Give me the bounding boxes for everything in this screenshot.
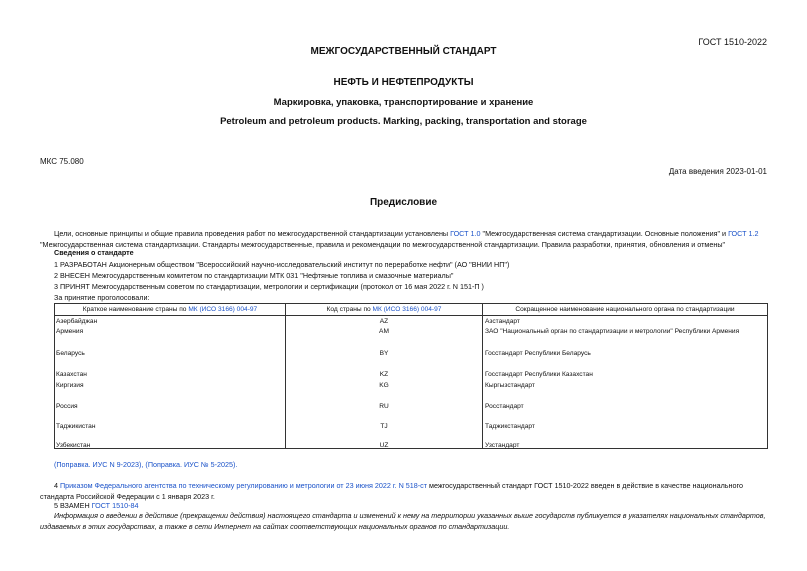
table-cell: Кыргызстандарт	[485, 382, 535, 389]
header-text: Код страны по	[326, 306, 373, 313]
voting-countries-table	[54, 303, 768, 449]
table-header-row	[55, 304, 768, 316]
table-cell: Азстандарт	[485, 318, 520, 325]
table-cell: Госстандарт Республики Казахстан	[485, 371, 593, 378]
standard-info-heading: Сведения о стандарте	[54, 248, 134, 257]
body-column-header: Сокращенное наименование национального органа по стандартизации	[483, 304, 768, 316]
code-column-header	[286, 304, 483, 316]
submitted-item: 2 ВНЕСЕН Межгосударственным комитетом по стандартизации МТК 031 "Нефтяные топлива и смазочные материалы"	[54, 271, 454, 280]
body-cell	[483, 316, 768, 449]
para-text: 5 ВЗАМЕН	[54, 501, 92, 510]
preface-paragraph	[40, 229, 769, 250]
table-cell: Казахстан	[56, 371, 87, 378]
table-cell: Госстандарт Республики Беларусь	[485, 350, 591, 357]
table-cell: ЗАО "Национальный орган по стандартизации и метрологии" Республики Армения	[485, 328, 740, 335]
table-cell: Узбекистан	[56, 442, 91, 449]
table-cell: AM	[379, 328, 389, 335]
para-text: межгосударственный стандарт ГОСТ 1510-2022 введен в действие в качестве национального стандарта Российской Федерации с 1 января 2023 г.	[40, 481, 743, 501]
para-text: 4	[54, 481, 60, 490]
header-text: Краткое наименование страны по	[82, 306, 189, 313]
gost-1-2-link[interactable]: ГОСТ 1.2	[728, 229, 759, 238]
table-cell: Узстандарт	[485, 442, 520, 449]
mks-code: МКС 75.080	[40, 157, 84, 166]
document-subtitle: Маркировка, упаковка, транспортирование и хранение	[273, 97, 534, 108]
para-text: "Межгосударственная система стандартизации. Стандарты межгосударственные, правила и рекомендации по межгосударственной стандартизации. Правила разработки, принятия, обновления и отмены"	[40, 239, 726, 249]
mk-iso-link[interactable]: МК (ИСО 3166) 004-97	[188, 306, 258, 313]
doc-number: ГОСТ 1510-2022	[698, 37, 767, 47]
table-cell: TJ	[380, 423, 388, 430]
table-body-row	[55, 316, 768, 449]
table-cell: KG	[379, 382, 389, 389]
mk-iso-link[interactable]: МК (ИСО 3166) 004-97	[372, 306, 442, 313]
adopted-item: 3 ПРИНЯТ Межгосударственным советом по стандартизации, метрологии и сертификации (протокол от 16 мая 2022 г. N 151-П )	[54, 282, 484, 291]
table-cell: BY	[379, 350, 389, 357]
table-cell: Росстандарт	[485, 403, 524, 410]
table-cell: Киргизия	[56, 382, 84, 389]
document-title: НЕФТЬ И НЕФТЕПРОДУКТЫ	[333, 77, 474, 88]
table-cell: Армения	[56, 328, 84, 335]
table-cell: Азербайджан	[56, 318, 98, 325]
amendments-link[interactable]: (Поправка. ИУС N 9-2023), (Поправка. ИУС № 5-2025).	[54, 460, 238, 469]
para-text: Цели, основные принципы и общие правила проведения работ по межгосударственной стандартизации установлены	[54, 229, 451, 238]
gost-1-0-link[interactable]: ГОСТ 1.0	[450, 229, 481, 238]
table-cell: UZ	[379, 442, 389, 449]
country-cell	[55, 316, 286, 449]
code-cell	[286, 316, 483, 449]
table-cell: KZ	[379, 371, 389, 378]
country-column-header	[55, 304, 286, 316]
preface-heading: Предисловие	[369, 197, 438, 208]
table-cell: Беларусь	[56, 350, 85, 357]
order-paragraph	[40, 481, 769, 502]
document-title-english: Petroleum and petroleum products. Marking, packing, transportation and storage	[220, 116, 587, 127]
voted-label: За принятие проголосовали:	[54, 293, 150, 302]
replaces-item	[54, 501, 138, 512]
table-cell: RU	[379, 403, 389, 410]
introduction-date: Дата введения 2023-01-01	[668, 167, 767, 176]
gost-1510-84-link[interactable]: ГОСТ 1510-84	[91, 501, 139, 510]
table-cell: Таджикистан	[56, 423, 96, 430]
table-cell: Россия	[56, 403, 78, 410]
standard-type: МЕЖГОСУДАРСТВЕННЫЙ СТАНДАРТ	[310, 46, 497, 57]
order-link[interactable]: Приказом Федерального агентства по техническому регулированию и метрологии от 23 июня 2022 г. N 518-ст	[60, 481, 428, 490]
table-cell: AZ	[379, 318, 389, 325]
developer-item: 1 РАЗРАБОТАН Акционерным обществом "Всероссийский научно-исследовательский институт по переработке нефти" (АО "ВНИИ НП")	[54, 260, 510, 269]
publication-note: Информация о введении в действие (прекращении действия) настоящего стандарта и изменений к нему на территории указанных выше государств публикуется в указателях национальных стандартов, издаваемых в этих государствах, а также в сети Интернет на сайтах соответствующих национальных органов по стандартизации.	[40, 511, 766, 531]
para-text: "Межгосударственная система стандартизации. Основные положения" и	[480, 229, 729, 238]
table-cell: Таджикстандарт	[485, 423, 535, 430]
